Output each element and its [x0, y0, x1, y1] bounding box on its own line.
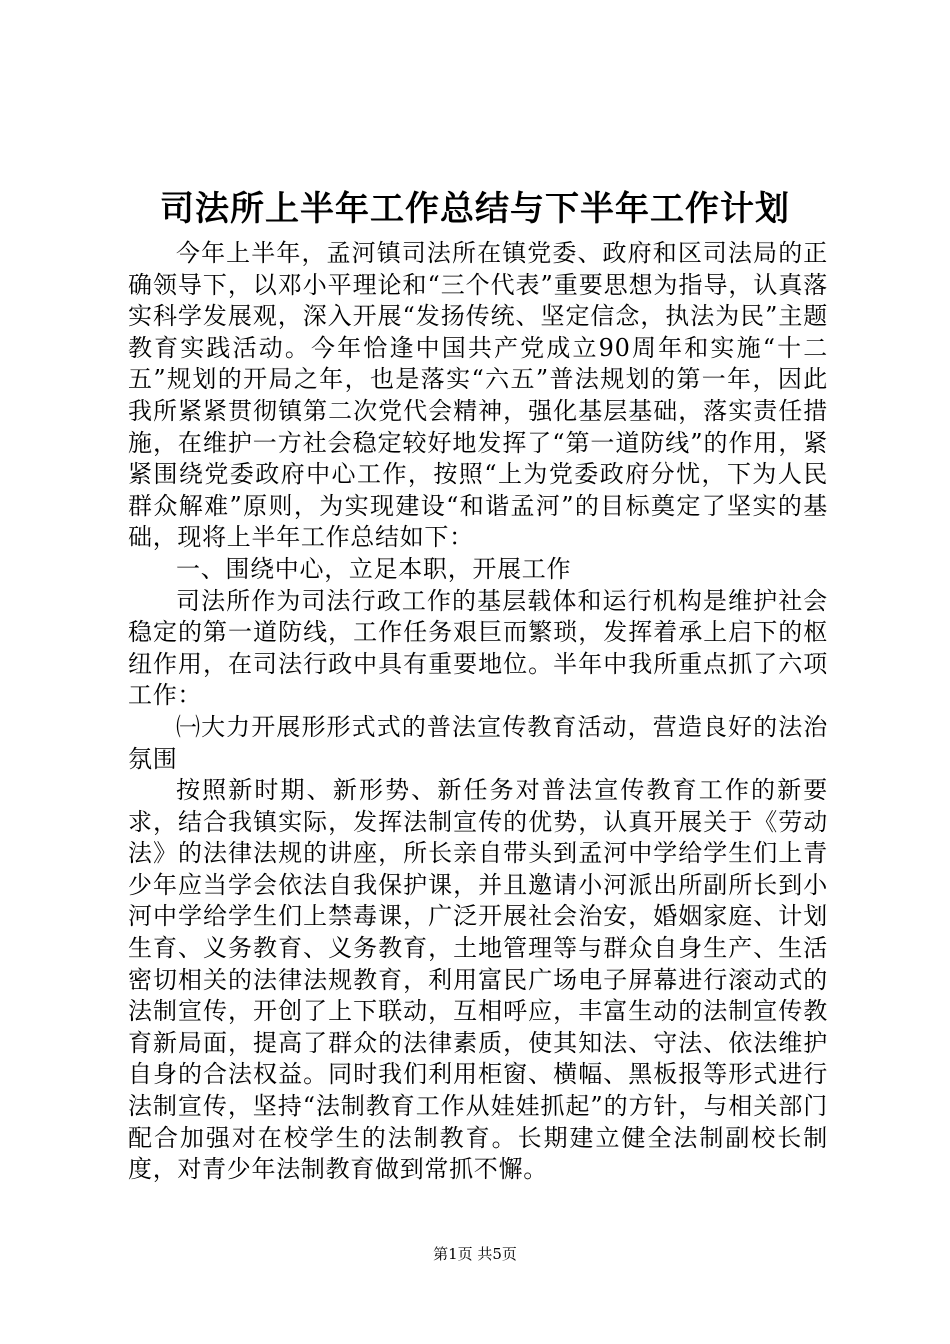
body-paragraph: 按照新时期、新形势、新任务对普法宣传教育工作的新要求，结合我镇实际，发挥法制宣传的优势，认真开展关于《劳动法》的法律法规的讲座，所长亲自带头到孟河中学给学生们上青少年应当学会依法自我保护课，并且邀请小河派出所副所长到小河中学给学生们上禁毒课，广泛开展社会治安，婚姻家庭、计划生育、义务教育、义务教育，土地管理等与群众自身生产、生活密切相关的法律法规教育，利用富民广场电子屏幕进行滚动式的法制宣传，开创了上下联动，互相呼应，丰富生动的法制宣传教育新局面，提高了群众的法律素质，使其知法、守法、依法维护自身的合法权益。同时我们利用柜窗、横幅、黑板报等形式进行法制宣传，坚持“法制教育工作从娃娃抓起”的方针，与相关部门配合加强对在校学生的法制教育。长期建立健全法制副校长制度，对青少年法制教育做到常抓不懈。 [128, 776, 828, 1184]
document-title: 司法所上半年工作总结与下半年工作计划 [160, 189, 790, 229]
subsection-heading: ㈠大力开展形形式式的普法宣传教育活动，营造良好的法治氛围 [128, 712, 828, 773]
document-body [128, 238, 828, 1186]
intro-paragraph: 今年上半年，孟河镇司法所在镇党委、政府和区司法局的正确领导下，以邓小平理论和“三个代表”重要思想为指导，认真落实科学发展观，深入开展“发扬传统、坚定信念，执法为民”主题教育实践活动。今年恰逢中国共产党成立90周年和实施“十二五”规划的开局之年，也是落实“六五”普法规划的第一年，因此我所紧紧贯彻镇第二次党代会精神，强化基层基础，落实责任措施，在维护一方社会稳定较好地发挥了“第一道防线”的作用，紧紧围绕党委政府中心工作，按照“上为党委政府分忧，下为人民群众解难”原则，为实现建设“和谐孟河”的目标奠定了坚实的基础，现将上半年工作总结如下： [128, 239, 828, 552]
section-heading: 一、围绕中心，立足本职，开展工作 [176, 554, 572, 583]
page-number-footer: 第1页 共5页 [433, 1245, 517, 1263]
body-paragraph: 司法所作为司法行政工作的基层载体和运行机构是维护社会稳定的第一道防线，工作任务艰巨而繁琐，发挥着承上启下的枢纽作用，在司法行政中具有重要地位。半年中我所重点抓了六项工作： [128, 586, 828, 710]
